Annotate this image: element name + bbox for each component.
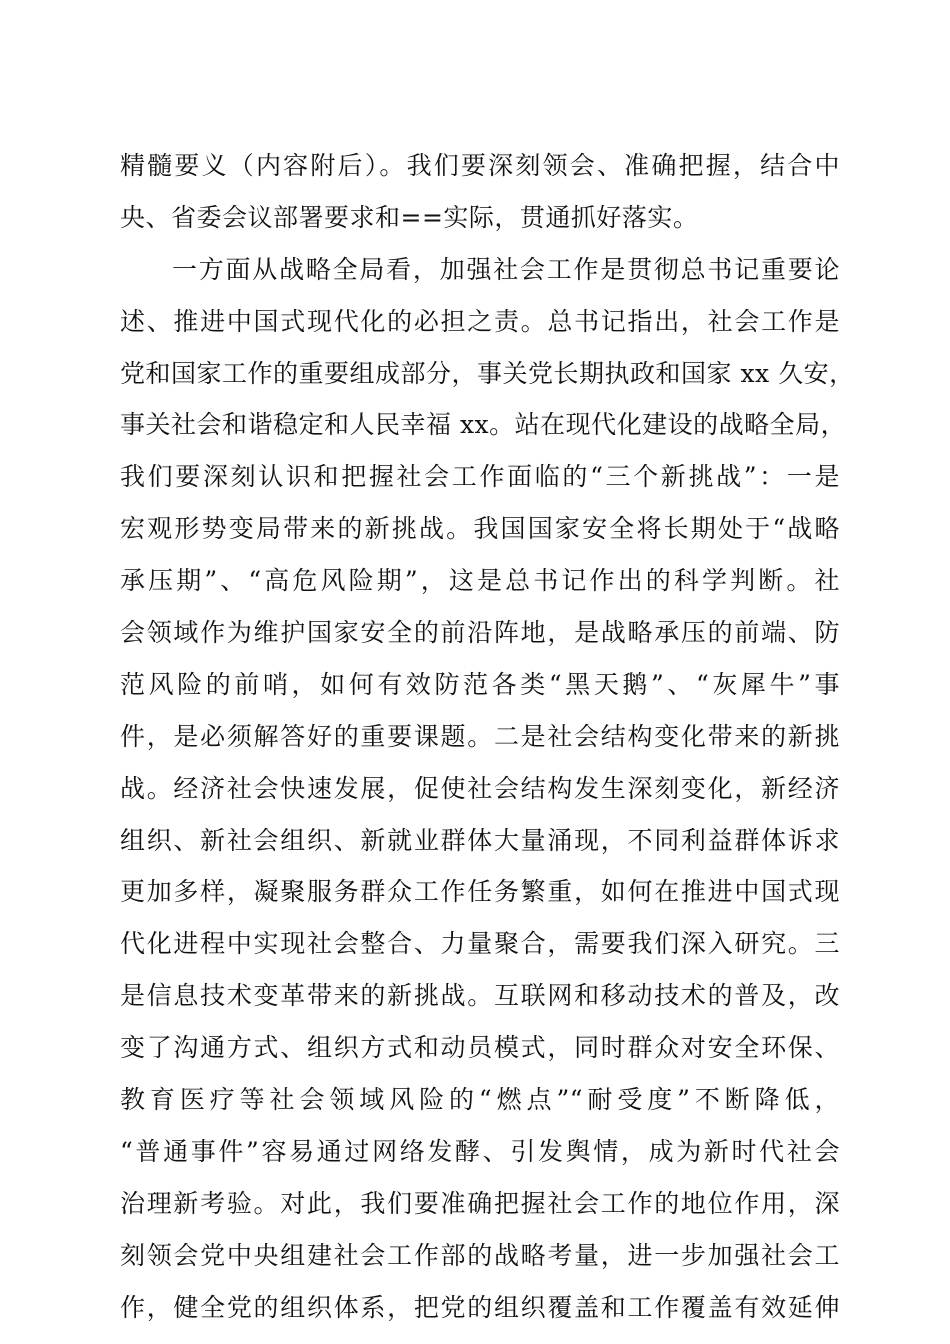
text-line: 党和国家工作的重要组成部分，事关党长期执政和国家 xx 久安， <box>120 358 855 388</box>
text-line: 治理新考验。对此，我们要准确把握社会工作的地位作用，深 <box>120 1188 840 1218</box>
text-line: 战。经济社会快速发展，促使社会结构发生深刻变化，新经济 <box>120 773 840 803</box>
text-line: 会领域作为维护国家安全的前沿阵地，是战略承压的前端、防 <box>120 618 840 648</box>
text-line: 述、推进中国式现代化的必担之责。总书记指出，社会工作是 <box>120 306 840 336</box>
text-line: 一方面从战略全局看，加强社会工作是贯彻总书记重要论 <box>172 254 840 284</box>
text-line: 代化进程中实现社会整合、力量聚合，需要我们深入研究。三 <box>120 929 840 959</box>
text-line: “普通事件”容易通过网络发酵、引发舆情，成为新时代社会 <box>120 1136 840 1166</box>
text-line: 作，健全党的组织体系，把党的组织覆盖和工作覆盖有效延伸 <box>120 1292 840 1322</box>
text-line: 变了沟通方式、组织方式和动员模式，同时群众对安全环保、 <box>120 1033 840 1063</box>
text-line: 事关社会和谐稳定和人民幸福 xx。站在现代化建设的战略全局， <box>120 410 847 440</box>
text-line: 刻领会党中央组建社会工作部的战略考量，进一步加强社会工 <box>120 1240 840 1270</box>
text-line: 我们要深刻认识和把握社会工作面临的“三个新挑战”：一是 <box>120 462 840 492</box>
body-text <box>120 140 855 1333</box>
text-line: 件，是必须解答好的重要课题。二是社会结构变化带来的新挑 <box>120 721 840 751</box>
text-line: 宏观形势变局带来的新挑战。我国国家安全将长期处于“战略 <box>120 514 840 544</box>
text-line: 央、省委会议部署要求和==实际，贯通抓好落实。 <box>120 202 699 232</box>
text-line: 教育医疗等社会领域风险的“燃点”“耐受度”不断降低， <box>120 1085 840 1115</box>
text-line: 组织、新社会组织、新就业群体大量涌现，不同利益群体诉求 <box>120 825 840 855</box>
text-line: 范风险的前哨，如何有效防范各类“黑天鹅”、“灰犀牛”事 <box>120 669 840 699</box>
text-line: 承压期”、“高危风险期”，这是总书记作出的科学判断。社 <box>120 566 840 596</box>
text-line: 精髓要义（内容附后）。我们要深刻领会、准确把握，结合中 <box>120 151 840 180</box>
text-line: 是信息技术变革带来的新挑战。互联网和移动技术的普及，改 <box>120 981 840 1011</box>
text-line: 更加多样，凝聚服务群众工作任务繁重，如何在推进中国式现 <box>120 877 840 907</box>
